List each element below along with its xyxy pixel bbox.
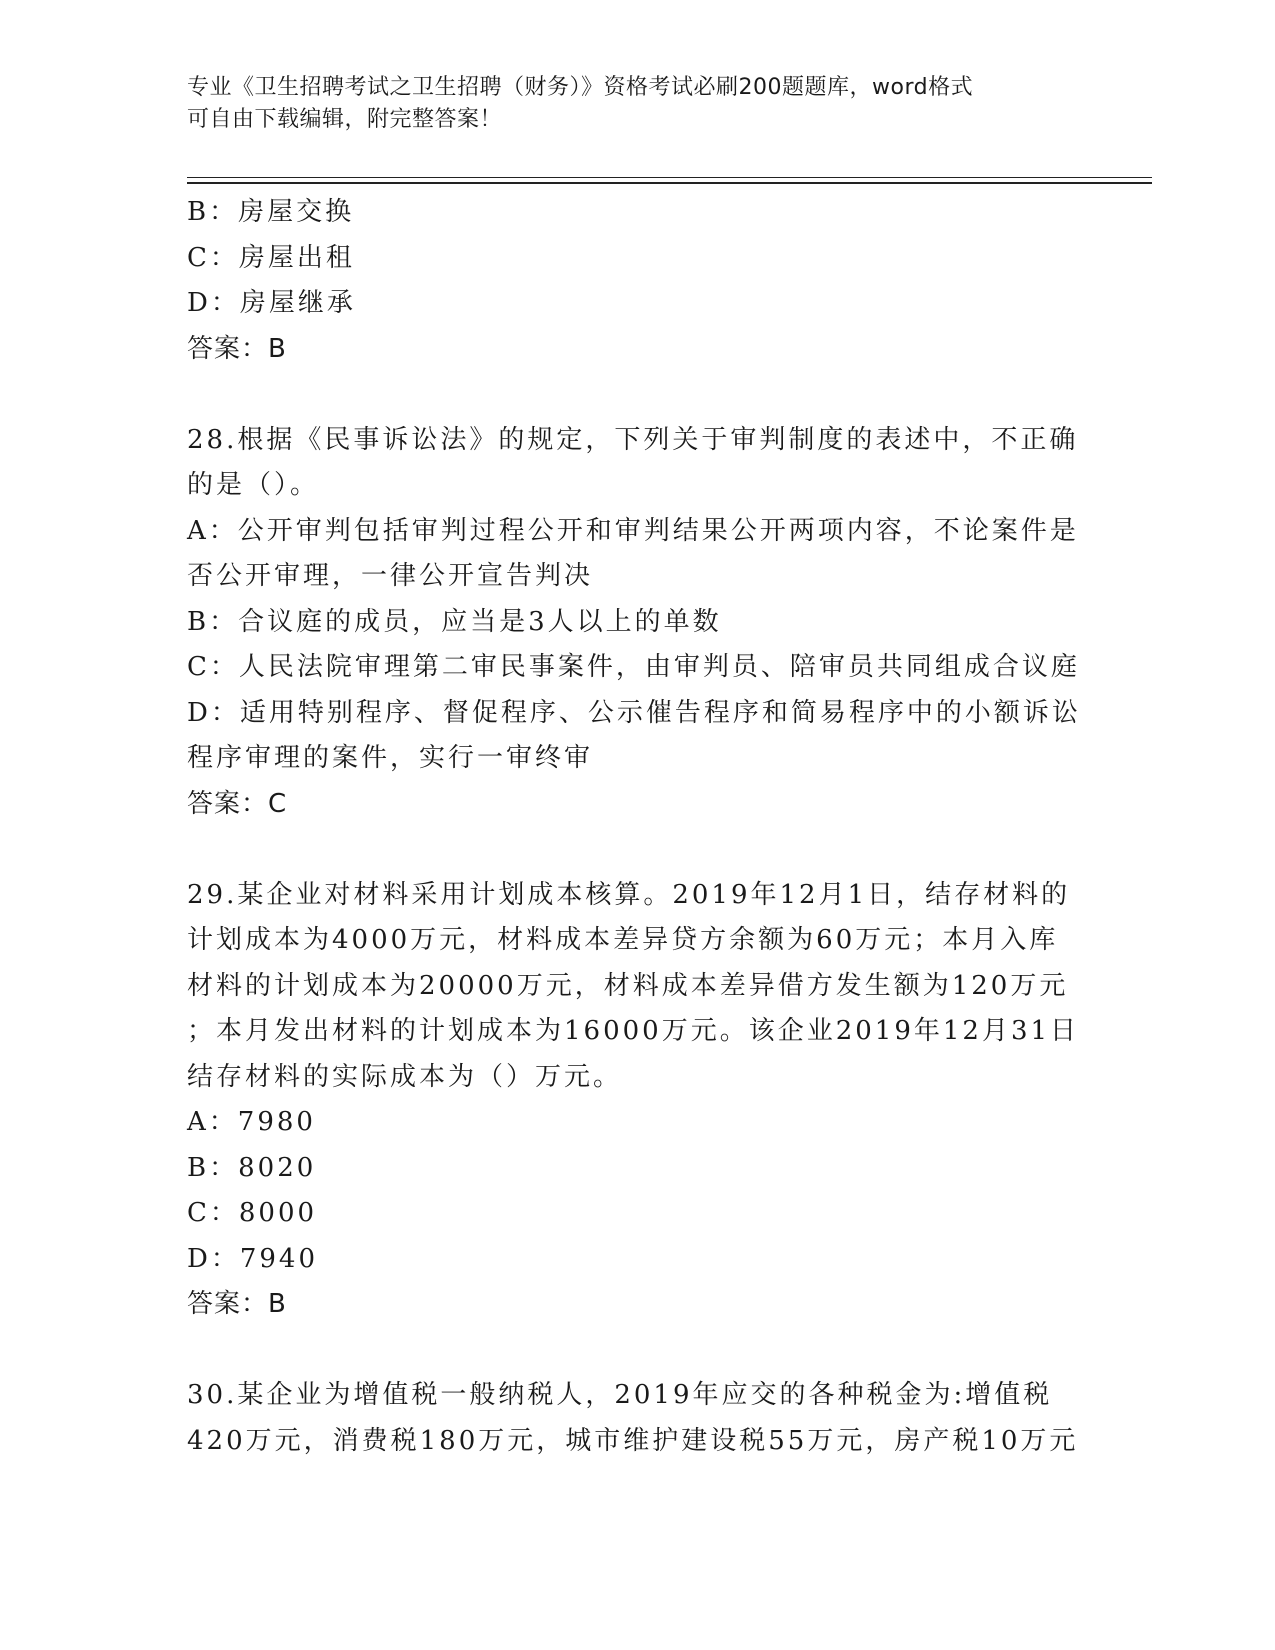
option-a: A：7980 [187,1107,316,1137]
option-b: B：8020 [187,1152,317,1183]
option-d-cont: 程序审理的案件，实行一审终审 [187,743,594,773]
question-27 [187,190,1087,372]
question-stem: 的是（）。 [187,470,320,500]
question-stem: 计划成本为4000万元，材料成本差异贷方余额为60万元；本月入库 [187,925,1059,955]
spacer [187,827,1087,873]
option-b: B：合议庭的成员，应当是3人以上的单数 [187,606,722,637]
question-content [187,190,1087,1464]
answer: 答案：B [187,333,287,364]
option-c: C：8000 [187,1198,318,1228]
question-28 [187,418,1087,828]
question-stem: 结存材料的实际成本为（）万元。 [187,1061,623,1092]
option-d: D：7940 [187,1243,319,1274]
option-c: C：人民法院审理第二审民事案件，由审判员、陪审员共同组成合议庭 [187,652,1080,682]
option-b: B：房屋交换 [187,197,355,227]
header-line-2: 可自由下载编辑，附完整答案！ [187,107,503,132]
question-stem: ；本月发出材料的计划成本为16000万元。该企业2019年12月31日 [187,1016,1080,1046]
question-stem: 材料的计划成本为20000万元，材料成本差异借方发生额为120万元 [187,970,1069,1001]
question-stem: 30.某企业为增值税一般纳税人，2019年应交的各种税金为:增值税 [187,1380,1053,1410]
spacer [187,1328,1087,1374]
question-30 [187,1373,1087,1464]
option-a: A：公开审判包括审判过程公开和审判结果公开两项内容，不论案件是 [187,515,1079,546]
header-rule-thin [187,177,1152,178]
header-rule-thick [187,182,1152,184]
option-c: C：房屋出租 [187,242,355,273]
header-line-1: 专业《卫生招聘考试之卫生招聘（财务）》资格考试必刷200题题库，word格式 [187,75,974,100]
question-stem: 29.某企业对材料采用计划成本核算。2019年12月1日，结存材料的 [187,879,1071,910]
option-d: D：房屋继承 [187,288,356,318]
spacer [187,372,1087,418]
question-29 [187,873,1087,1328]
option-a-cont: 否公开审理，一律公开宣告判决 [187,561,594,591]
question-stem: 420万元，消费税180万元，城市维护建设税55万元，房产税10万元 [187,1425,1079,1456]
question-stem: 28.根据《民事诉讼法》的规定，下列关于审判制度的表述中，不正确 [187,424,1079,455]
answer: 答案：C [187,788,288,819]
answer: 答案：B [187,1289,287,1319]
page-header [187,72,1067,136]
option-d: D：适用特别程序、督促程序、公示催告程序和简易程序中的小额诉讼 [187,697,1081,728]
